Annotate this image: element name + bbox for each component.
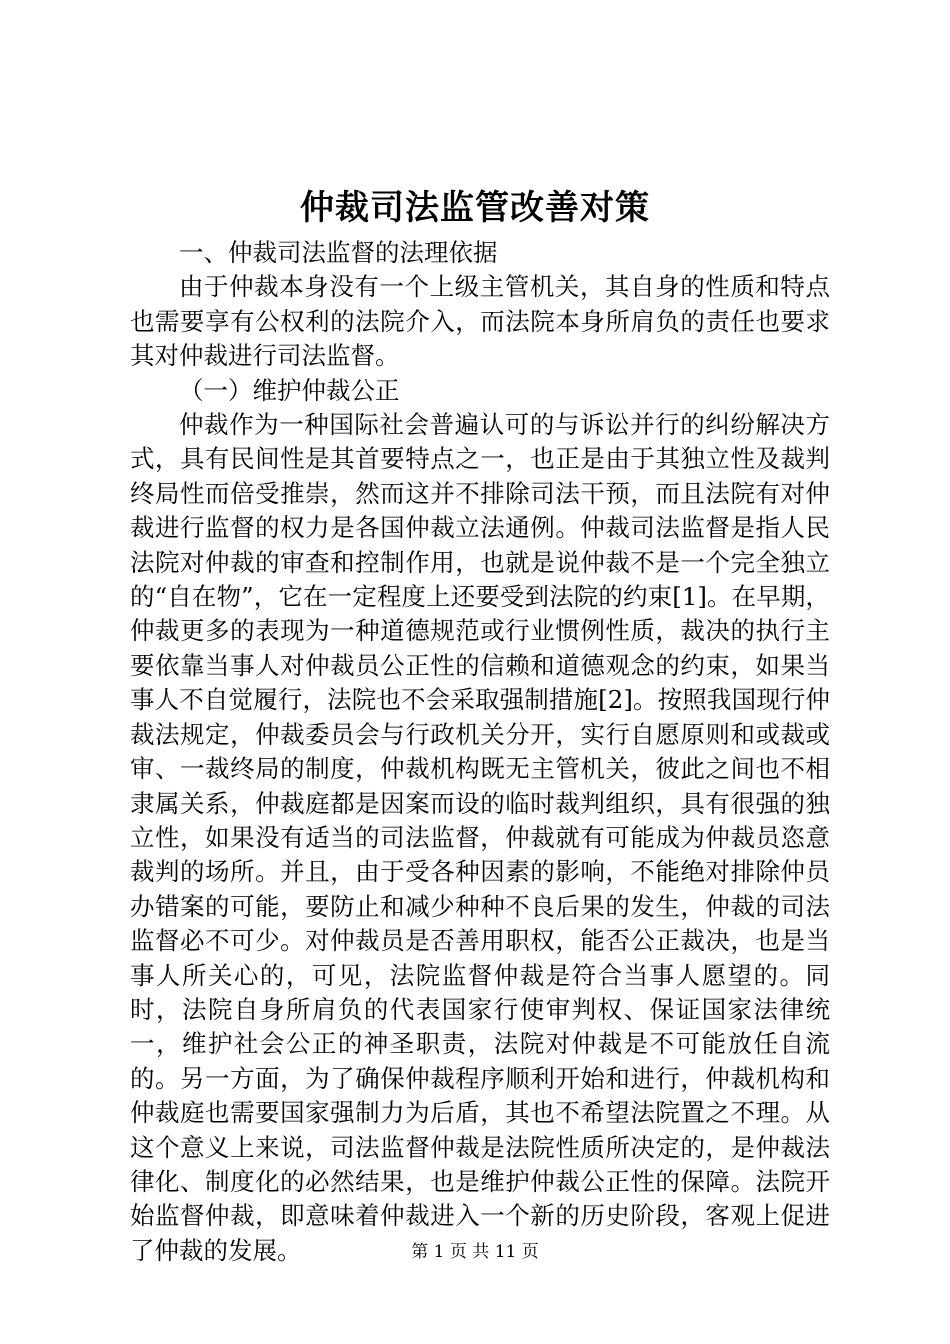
page-footer: 第 1 页 共 11 页 — [411, 1242, 539, 1262]
subsection-heading: （一）维护仲裁公正 — [179, 375, 400, 405]
document-body — [130, 236, 830, 1268]
paragraph: 由于仲裁本身没有一个上级主管机关，其自身的性质和特点也需要享有公权利的法院介入，而法院本身所肩负的责任也要求其对仲裁进行司法监督。 — [130, 272, 830, 371]
paragraph: 仲裁作为一种国际社会普遍认可的与诉讼并行的纠纷解决方式，具有民间性是其首要特点之一，也正是由于其独立性及裁判终局性而倍受推崇，然而这并不排除司法干预，而且法院有对仲裁进行监督的权力是各国仲裁立法通例。仲裁司法监督是指人民法院对仲裁的审查和控制作用，也就是说仲裁不是一个完全独立的“自在物”，它在一定程度上还要受到法院的约束[1]。在早期，仲裁更多的表现为一种道德规范或行业惯例性质，裁决的执行主要依靠当事人对仲裁员公正性的信赖和道德观念的约束，如果当事人不自觉履行，法院也不会采取强制措施[2]。按照我国现行仲裁法规定，仲裁委员会与行政机关分开，实行自愿原则和或裁或审、一裁终局的制度，仲裁机构既无主管机关，彼此之间也不相隶属关系，仲裁庭都是因案而设的临时裁判组织，具有很强的独立性，如果没有适当的司法监督，仲裁就有可能成为仲裁员恣意裁判的场所。并且，由于受各种因素的影响，不能绝对排除仲员办错案的可能，要防止和减少种种不良后果的发生，仲裁的司法监督必不可少。对仲裁员是否善用职权，能否公正裁决，也是当事人所关心的，可见，法院监督仲裁是符合当事人愿望的。同时，法院自身所肩负的代表国家行使审判权、保证国家法律统一，维护社会公正的神圣职责，法院对仲裁是不可能放任自流的。另一方面，为了确保仲裁程序顺利开始和进行，仲裁机构和仲裁庭也需要国家强制力为后盾，其也不希望法院置之不理。从这个意义上来说，司法监督仲裁是法院性质所决定的，是仲裁法律化、制度化的必然结果，也是维护仲裁公正性的保障。法院开始监督仲裁，即意味着仲裁进入一个新的历史阶段，客观上促进了仲裁的发展。 — [130, 410, 830, 1265]
document-title: 仲裁司法监管改善对策 — [300, 188, 650, 228]
section-heading: 一、仲裁司法监督的法理依据 — [179, 238, 498, 267]
